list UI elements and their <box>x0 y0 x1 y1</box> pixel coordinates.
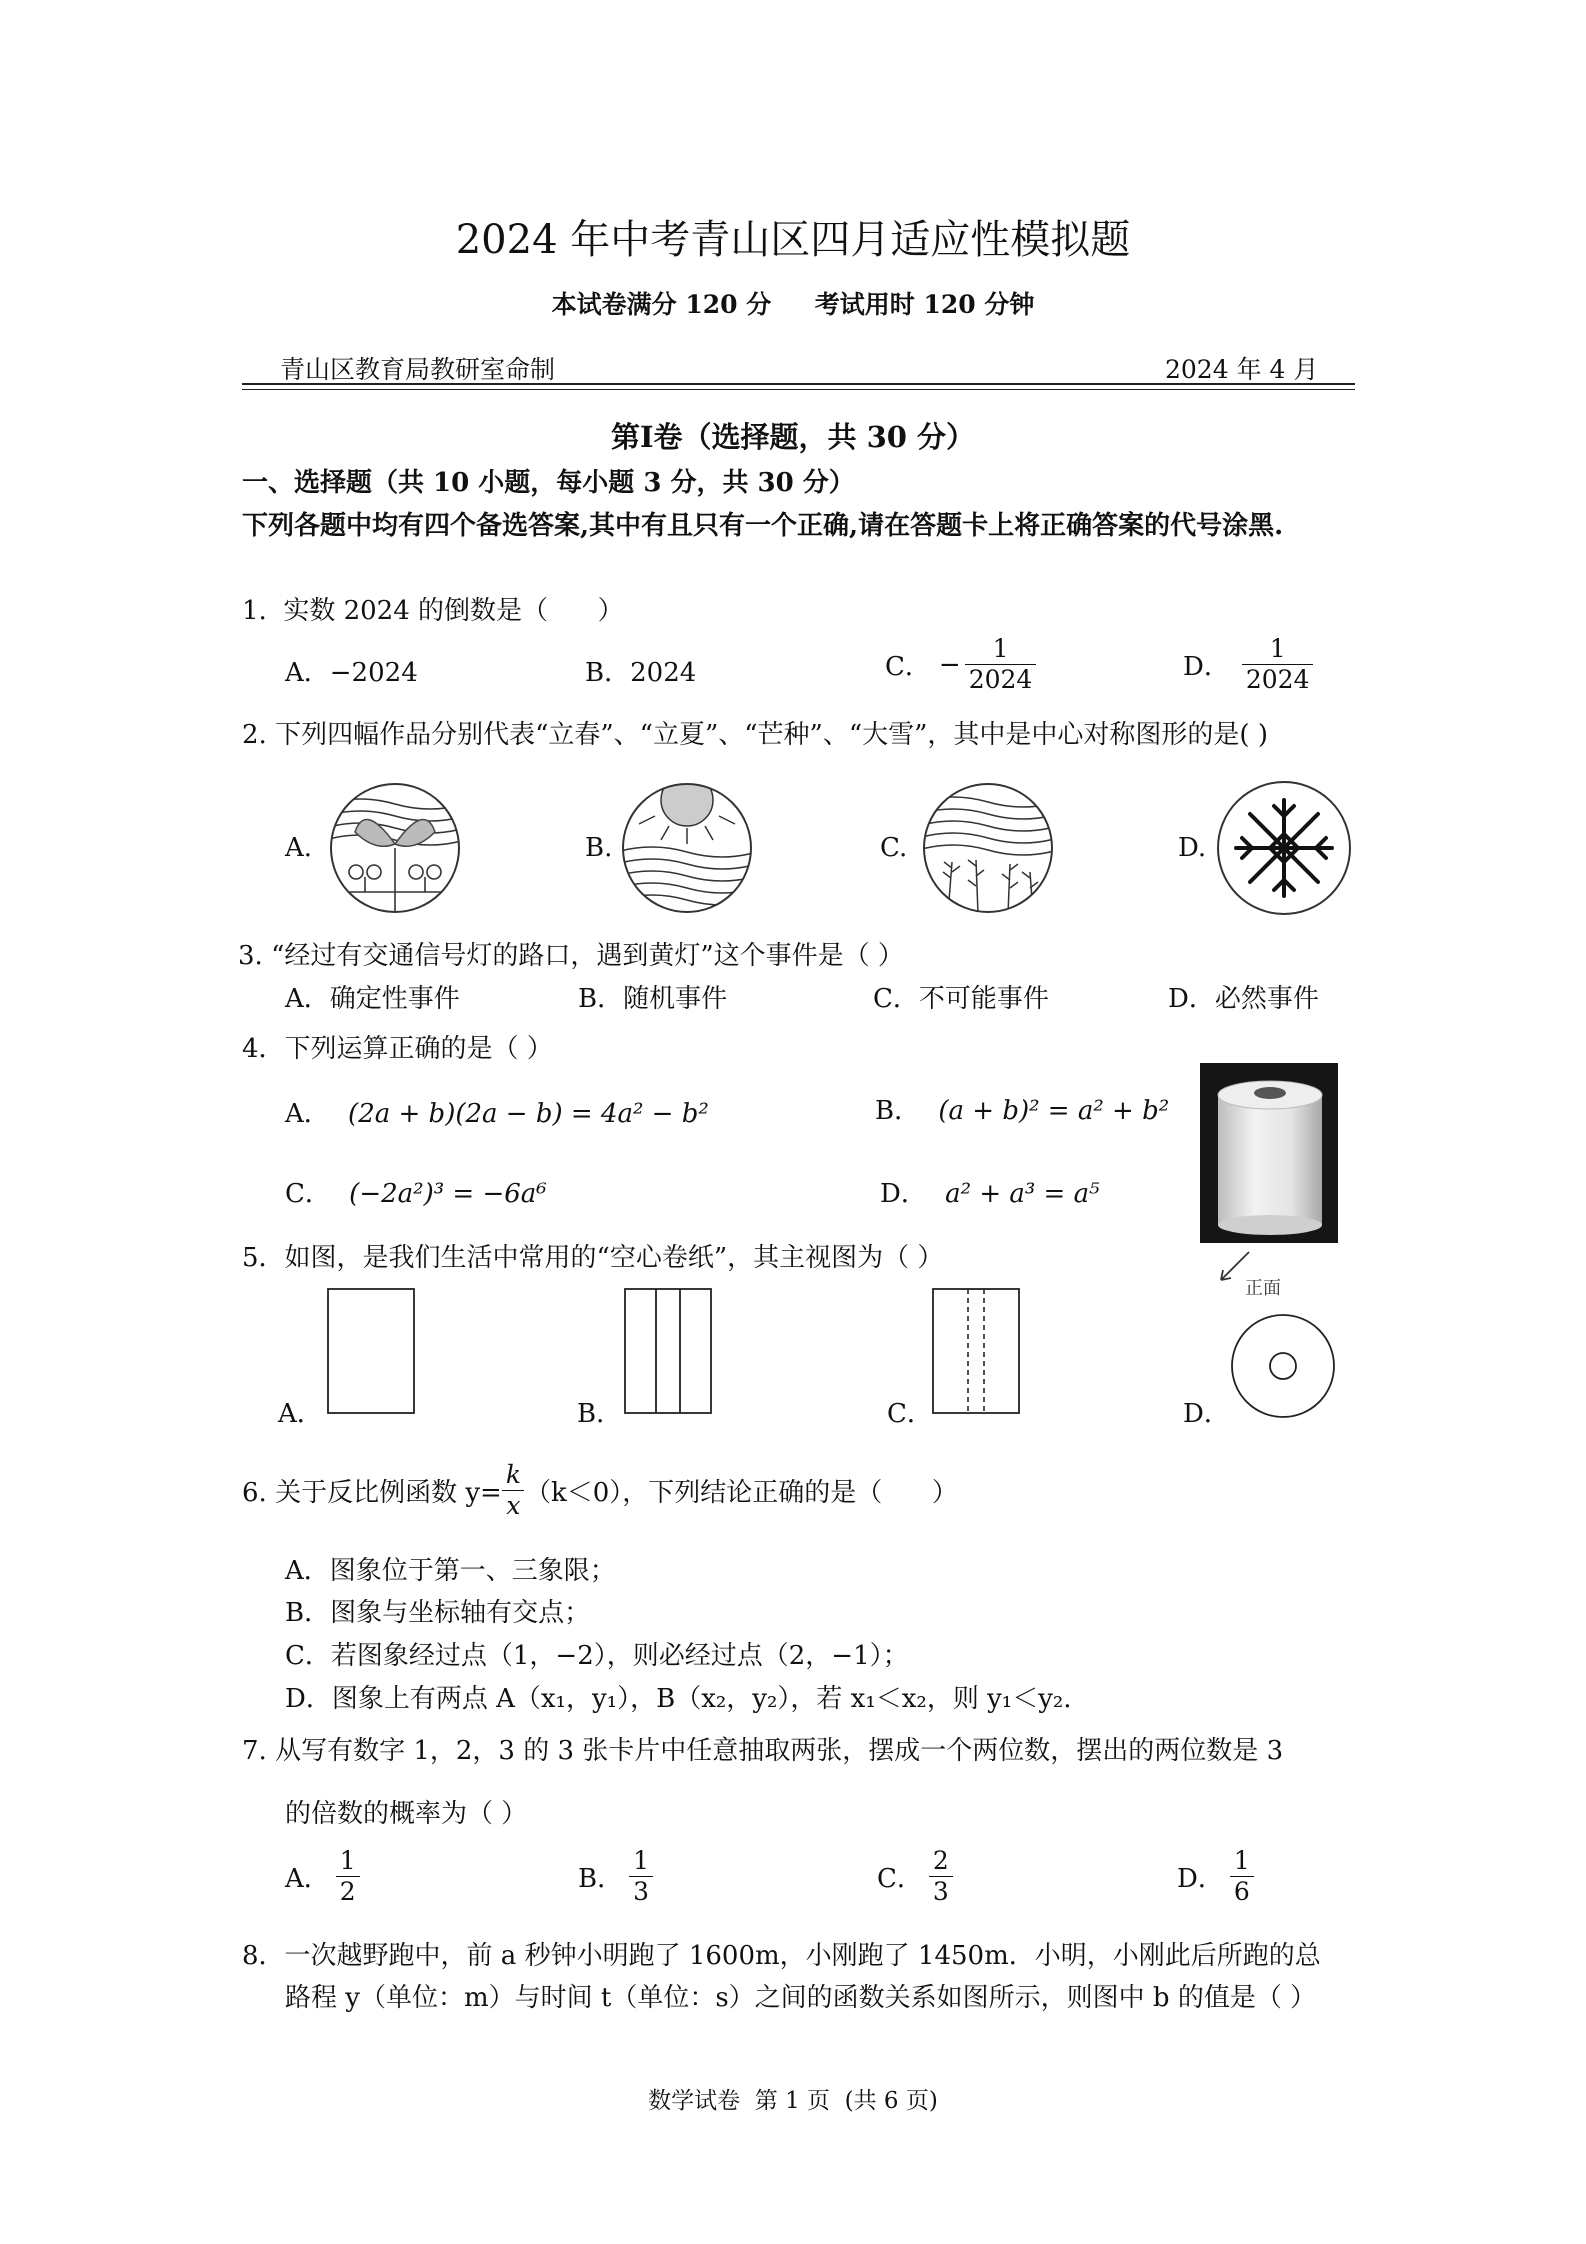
q7-stem-line1: 7. 从写有数字 1，2，3 的 3 张卡片中任意抽取两张，摆成一个两位数，摆出的两位数是 3 <box>242 1736 1284 1766</box>
q6-option-b: B．图象与坐标轴有交点； <box>285 1598 591 1628</box>
section-title: 一、选择题（共 10 小题，每小题 3 分，共 30 分） <box>242 468 855 498</box>
q7-b-label: B． <box>578 1864 624 1894</box>
q2-option-a: A. <box>285 833 313 863</box>
exam-subtitle: 本试卷满分 120 分 考试用时 120 分钟 <box>551 290 1035 319</box>
q5-option-a: A． <box>278 1399 323 1429</box>
instructions: 下列各题中均有四个备选答案,其中有且只有一个正确,请在答题卡上将正确答案的代号涂黑. <box>242 511 1284 541</box>
q2-stem: 2. 下列四幅作品分别代表“立春”、“立夏”、“芒种”、“大雪”，其中是中心对称图形的是( ) <box>242 720 1268 750</box>
q5-stem: 5．如图，是我们生活中常用的“空心卷纸”，其主视图为（ ） <box>242 1243 944 1273</box>
volume-title: 第Ⅰ卷（选择题，共 30 分） <box>610 420 976 454</box>
toilet-roll-photo <box>1200 1063 1338 1243</box>
q7-b-fraction <box>629 1846 653 1907</box>
q1-d-fraction <box>1242 634 1314 695</box>
q1-c-fraction <box>965 634 1037 695</box>
q7-c-fraction <box>929 1846 953 1907</box>
q1-c-label: C． <box>885 652 931 682</box>
q4-d-label: D． <box>880 1179 927 1209</box>
q6-frac-num: k <box>505 1460 521 1489</box>
q3-option-c: C．不可能事件 <box>873 984 1049 1014</box>
q1-d-num: 1 <box>1269 634 1286 663</box>
q4-d-expr: a² + a³ = a⁵ <box>945 1179 1100 1209</box>
issuer: 青山区教育局教研室命制 <box>280 355 556 384</box>
q7-option-d <box>1177 1846 1254 1907</box>
q4-option-b <box>875 1090 1169 1127</box>
q5-option-b: B． <box>577 1399 623 1429</box>
q7-d-label: D． <box>1177 1864 1224 1894</box>
q1-d-label: D． <box>1183 652 1230 682</box>
q7-a-fraction <box>336 1846 360 1907</box>
q4-stem: 4．下列运算正确的是（ ） <box>242 1034 553 1064</box>
q1-option-c <box>885 634 1036 695</box>
q7-b-num: 1 <box>633 1846 650 1875</box>
q2-option-c: C. <box>880 833 908 863</box>
q4-c-label: C． <box>285 1179 331 1209</box>
q1-d-den: 2024 <box>1242 664 1314 695</box>
q7-c-num: 2 <box>932 1846 949 1875</box>
q2-option-d: D. <box>1178 833 1207 863</box>
q7-a-den: 2 <box>336 1876 360 1907</box>
q4-b-expr: (a + b)² = a² + b² <box>938 1096 1170 1126</box>
q7-a-label: A． <box>285 1864 330 1894</box>
q6-stem <box>242 1460 958 1521</box>
q1-stem: 1. 实数 2024 的倒数是（ ） <box>242 596 624 626</box>
q7-b-den: 3 <box>629 1876 653 1907</box>
q7-c-label: C． <box>877 1864 923 1894</box>
q5-figure-a <box>327 1288 415 1414</box>
q3-option-d: D．必然事件 <box>1168 984 1319 1014</box>
q4-option-a <box>285 1093 709 1130</box>
q7-d-num: 1 <box>1233 1846 1250 1875</box>
q7-option-a <box>285 1846 360 1907</box>
q7-a-num: 1 <box>339 1846 356 1875</box>
q6-option-c: C．若图象经过点（1，−2），则必经过点（2，−1）； <box>285 1641 909 1671</box>
q4-a-label: A． <box>285 1099 330 1129</box>
q7-d-fraction <box>1230 1846 1254 1907</box>
q6-option-a: A．图象位于第一、三象限； <box>285 1556 616 1586</box>
q5-figure-d <box>1230 1313 1336 1419</box>
q5-option-c: C． <box>887 1399 933 1429</box>
q2-figure-d <box>1214 778 1354 918</box>
q1-c-sign: − <box>938 649 961 680</box>
q2-figure-a <box>325 782 465 914</box>
page-footer: 数学试卷 第 1 页 (共 6 页) <box>648 2088 938 2114</box>
q4-c-expr: (−2a²)³ = −6a⁶ <box>349 1179 547 1209</box>
q6-stem-post: （k＜0），下列结论正确的是（ ） <box>524 1478 958 1508</box>
q2-option-b: B. <box>585 833 613 863</box>
q4-a-expr: (2a + b)(2a − b) = 4a² − b² <box>348 1099 709 1129</box>
q7-stem-line2: 的倍数的概率为（ ） <box>285 1799 528 1829</box>
q6-stem-pre: 6. 关于反比例函数 y= <box>242 1478 502 1508</box>
q5-figure-c <box>932 1288 1020 1414</box>
q5-figure-b <box>624 1288 712 1414</box>
header-rule-thin <box>242 389 1355 390</box>
q7-d-den: 6 <box>1230 1876 1254 1907</box>
q8-stem-line1: 8．一次越野跑中，前 a 秒钟小明跑了 1600m，小刚跑了 1450m．小明，小刚此后所跑的总 <box>242 1941 1321 1971</box>
q1-c-num: 1 <box>992 634 1009 663</box>
q1-option-b: B．2024 <box>585 658 697 688</box>
q4-option-c <box>285 1173 547 1210</box>
q1-option-a: A．−2024 <box>285 658 418 688</box>
q7-option-b <box>578 1846 653 1907</box>
exam-date: 2024 年 4 月 <box>1165 355 1319 384</box>
q1-option-d <box>1183 634 1313 695</box>
q6-fraction <box>502 1460 525 1521</box>
q7-option-c <box>877 1846 953 1907</box>
q6-frac-den: x <box>502 1490 524 1521</box>
q3-option-b: B．随机事件 <box>578 984 728 1014</box>
front-label: 正面 <box>1245 1278 1281 1299</box>
q2-figure-b <box>617 782 757 914</box>
q3-option-a: A．确定性事件 <box>285 984 460 1014</box>
q4-option-d <box>880 1173 1100 1210</box>
exam-title: 2024 年中考青山区四月适应性模拟题 <box>455 217 1131 263</box>
header-rule <box>242 383 1355 385</box>
q2-figure-c <box>918 782 1058 914</box>
q6-option-d: D．图象上有两点 A（x₁，y₁），B（x₂，y₂），若 x₁＜x₂，则 y₁＜y₂. <box>285 1684 1072 1714</box>
q4-b-label: B． <box>875 1096 921 1126</box>
q7-c-den: 3 <box>929 1876 953 1907</box>
q5-option-d: D． <box>1183 1399 1230 1429</box>
q8-stem-line2: 路程 y（单位：m）与时间 t（单位：s）之间的函数关系如图所示，则图中 b 的值是（ ） <box>285 1983 1317 2013</box>
q3-stem: 3. “经过有交通信号灯的路口，遇到黄灯”这个事件是（ ） <box>238 941 904 971</box>
q1-c-den: 2024 <box>965 664 1037 695</box>
